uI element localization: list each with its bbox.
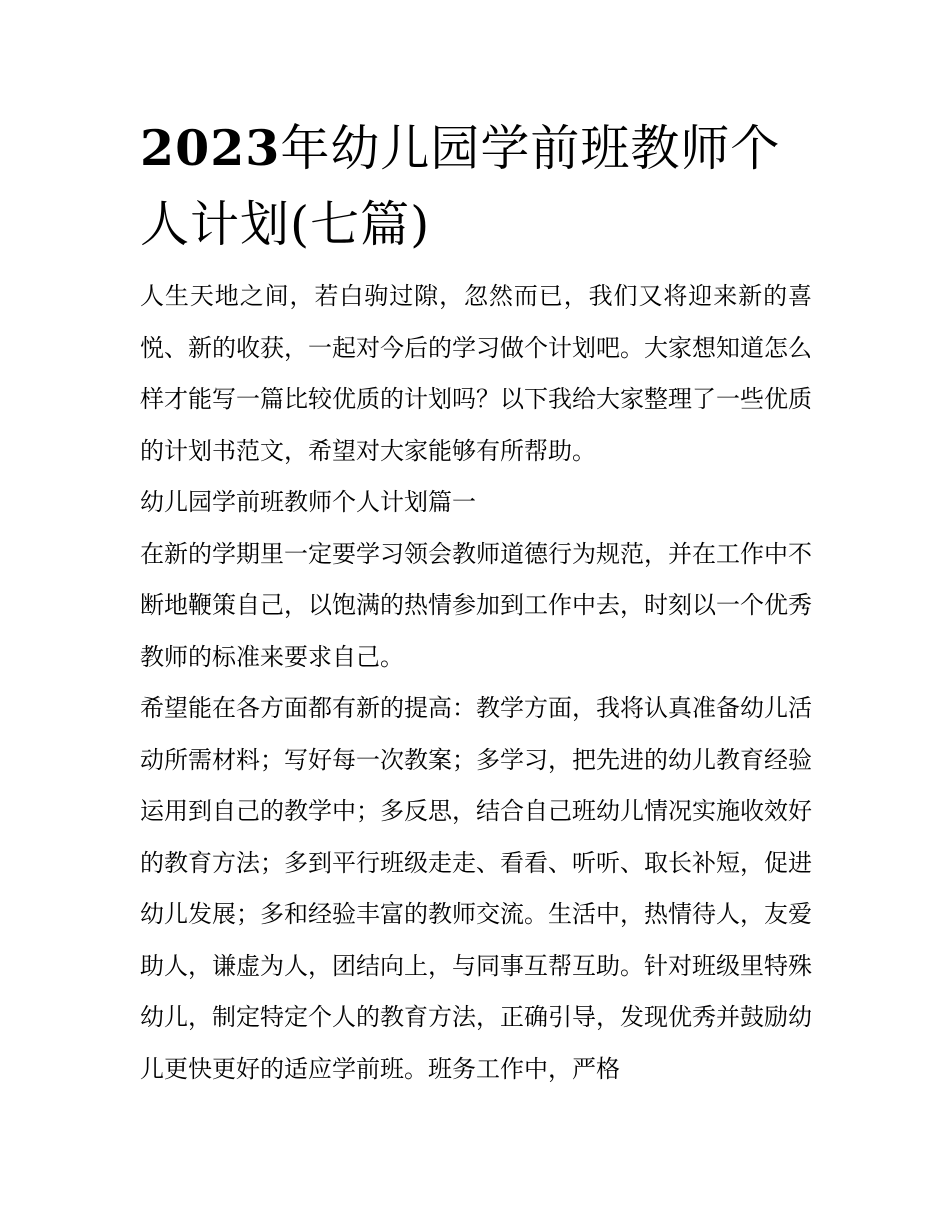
section-heading: 幼儿园学前班教师个人计划篇一 [140,488,476,516]
document-page [140,110,812,1095]
title-text: 年幼儿园学前班教师个人计划(七篇) [140,120,781,253]
document-title [140,110,812,263]
title-year: 2023 [140,119,281,177]
body-paragraph: 在新的学期里一定要学习领会教师道德行为规范，并在工作中不断地鞭策自己，以饱满的热情参加到工作中去，时刻以一个优秀教师的标准来要求自己。 [140,539,812,671]
body-paragraph: 希望能在各方面都有新的提高：教学方面，我将认真准备幼儿活动所需材料；写好每一次教案；多学习，把先进的幼儿教育经验运用到自己的教学中；多反思，结合自己班幼儿情况实施收效好的教育方法；多到平行班级走走、看看、听听、取长补短，促进幼儿发展；多和经验丰富的教师交流。生活中，热情待人，友爱助人，谦虚为人，团结向上，与同事互帮互助。针对班级里特殊幼儿，制定特定个人的教育方法，正确引导，发现优秀并鼓励幼儿更快更好的适应学前班。班务工作中，严格 [140,694,812,1083]
intro-paragraph: 人生天地之间，若白驹过隙，忽然而已，我们又将迎来新的喜悦、新的收获，一起对今后的学习做个计划吧。大家想知道怎么样才能写一篇比较优质的计划吗？以下我给大家整理了一些优质的计划书范文，希望对大家能够有所帮助。 [140,282,812,465]
